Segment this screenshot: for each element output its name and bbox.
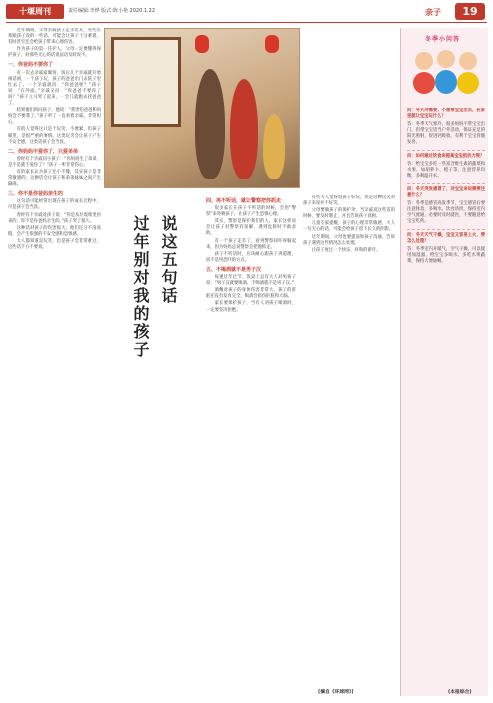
article-column-3 <box>206 195 296 695</box>
paragraph: 很多家长在孩子不听话的时候，会用“警察”来吓唬孩子，让孩子产生恐惧心理。 <box>206 206 296 218</box>
qa-divider <box>407 150 485 151</box>
question: 问：冬天天气干燥，宝宝又容易上火，要怎么处理？ <box>407 232 485 244</box>
paragraph: 其实，警察是保护我们的人，家长这样说会让孩子对警察有误解，遇到危险时不敢求助。 <box>206 219 296 237</box>
article-source: (摘自《环球网》) <box>318 690 354 695</box>
question: 问：如何通过饮食来提高宝宝抵抗力呢？ <box>407 153 485 159</box>
paragraph: 有的人觉得这只是个玩笑，不要紧，但孩子眼里，是很严重的事情。这类玩笑会让孩子产生不安全感，这类话孩子会当真。 <box>8 127 101 145</box>
section-heading: 二、你妈妈不爱你了，只爱弟弟 <box>8 148 79 155</box>
sidebar-source: (本报综合) <box>448 690 472 695</box>
lantern-icon <box>195 35 209 53</box>
article-title <box>108 195 198 695</box>
kids-illustration <box>411 34 479 96</box>
page-number: 19 <box>455 3 485 20</box>
paragraph: 有些大人觉得逗孩子好玩，但是这种玩笑对孩子来说并不好笑。 <box>303 195 395 207</box>
title-line-1: 过年别对我的孩子 <box>131 215 150 359</box>
paragraph: 这种话对孩子的伤害很大，他们还分不清真假，会产生很强的不安全感和恐惧感。 <box>8 225 101 237</box>
masthead: 十堰周刊 <box>6 4 64 19</box>
paragraph: 大人都知道是玩笑，但是孩子会非常难过，这些话千万不要说。 <box>8 238 101 250</box>
paragraph: 孩子不听话时，应该耐心跟孩子讲道理，而不是用恐吓的方式。 <box>206 251 296 263</box>
section-name: 亲子 <box>425 8 441 17</box>
answer: 答：冬季是感冒高发季节，宝宝感冒后要注意休息，多喝水，饮食清淡，保持室内空气流通，必要时及时就医，不要随意给宝宝吃药。 <box>407 201 485 225</box>
article-column-1 <box>8 28 101 696</box>
paragraph: 过年期间，父母也要提前和孩子沟通，告诉孩子遇到这些情况怎么处理。 <box>303 234 395 246</box>
section-heading: 五、不喝酒就不是男子汉 <box>206 266 262 273</box>
paragraph: 有的家长认为孩子还小不懂，其实孩子是非常敏感的，这种话会让孩子和弟弟妹妹之间产生隔阂。 <box>8 169 101 188</box>
answer: 答：给宝宝多吃一些富含维生素的蔬菜和水果，如胡萝卜、橙子等，注意营养均衡，多喝温开水。 <box>407 161 485 179</box>
section-heading: 一、你爸妈不要你了 <box>8 62 54 69</box>
qa-divider <box>407 183 485 184</box>
paragraph: 作为孩子的第一任护人，父母一定要懂得保护孩子，对那些无心的话说法语及时说不。 <box>8 47 101 59</box>
figure-grandparent <box>195 69 225 179</box>
qa-list <box>407 108 485 693</box>
sidebar-title: 冬季小问答 <box>425 36 461 43</box>
answer: 答：冬季天气寒冷，很多妈妈不带宝宝出门，但带宝宝适当户外活动，保证充足的阳光照射，促进钙吸收，有利于宝宝骨骼发育。 <box>407 122 485 146</box>
child-face-icon <box>437 50 455 68</box>
question: 问：冬天突发感冒了，对宝宝来说需要注意什么？ <box>407 186 485 199</box>
family-photo <box>104 28 300 188</box>
paragraph: 让孩子度过一个快乐、祥和的新年。 <box>311 247 381 253</box>
section-heading: 四、再不听话，就让警察把你抓走 <box>206 198 282 204</box>
figure-parent <box>230 79 258 179</box>
header-divider <box>6 22 487 23</box>
title-line-2: 说这五句话 <box>159 215 178 305</box>
paragraph: 有一个孩子走丢了，看到警察却吓得躲起来，因为妈妈总说警察会把他抓走。 <box>206 238 296 250</box>
section-heading: 三、你不是你爸妈亲生的 <box>8 191 64 198</box>
answer: 答：冬季室内开暖气，空气干燥，可以使用加湿器，给宝宝多喝水，多吃水果蔬菜，保持大便通畅。 <box>407 246 485 264</box>
paragraph: 每逢过年过节，饭桌上总有大人对男孩子说：“男子汉就要喝酒，不喝酒就不是男子汉。” <box>206 275 296 287</box>
sidebar-qa <box>400 28 488 696</box>
qa-divider <box>407 229 485 230</box>
paragraph: 有一次去亲戚家做客，饭后几个亲戚就开始闲话闲，一个孩子玩，孩子的爸爸出门去院子里忙去了，一个亲戚就问：“你爸爸呢？”孩子说：“在外面。”亲戚又问：“你爸爸不要你了吗？”孩子立马哭了起来，一会儿就跑去找爸爸了。 <box>8 70 101 107</box>
paragraph: 这句话可能经常出现在孩子的成长过程中，可是孩子会当真。 <box>8 199 101 211</box>
paragraph: 家长要保护孩子，当有人劝孩子喝酒时，一定要坚决拒绝。 <box>206 301 296 313</box>
paragraph: 曾经有个亲戚问小孩子：“你妈妈生了弟弟，是不是就不爱你了？”孩子一听非常伤心。 <box>8 156 101 168</box>
child-face-icon <box>415 52 433 70</box>
paragraph: 结果他们询问孩子，他说：“我害怕爸爸和妈妈会不要我了。”孩子听了一直看着亲戚，非常担心。 <box>8 108 101 126</box>
window-decoration <box>111 37 181 127</box>
paragraph: 儿童专家提醒，孩子的心理非常敏感，大人一句无心的话，可能会给孩子留下长久的阴影。 <box>303 221 395 233</box>
paragraph: 酒精对孩子的身体伤害非常大，孩子的肝脏还没有发育完全，喝酒会损伤肝脏和大脑。 <box>206 288 296 300</box>
paragraph: 曾经有个亲戚对孩子说：“你是从垃圾堆里捡来的，你不是你爸妈亲生的。”孩子哭了很久。 <box>8 212 101 224</box>
article-column-4 <box>303 195 395 695</box>
question: 问：冬天冷需要，不想带宝宝出去，在家里就让宝宝玩什么？ <box>407 108 485 120</box>
lantern-icon <box>265 35 279 53</box>
paragraph: 父母要做孩子的保护伞，当亲戚说这些话的时候，要及时制止，并且告诉孩子真相。 <box>303 208 395 220</box>
child-face-icon <box>459 52 477 70</box>
paragraph: 过年期间，父母亲戚孩子走亲访友，有些长辈跟孩子说的一些话，可能会让孩子十分难堪，有时甚至还会给孩子带来心理伤害。 <box>8 28 101 46</box>
figure-child <box>263 114 285 179</box>
page-header <box>0 0 493 22</box>
child-body-icon <box>413 72 435 94</box>
child-body-icon <box>435 70 457 94</box>
child-body-icon <box>457 72 479 94</box>
editor-credits: 责任编辑:李烨 版式:陈小艳 2020.1.22 <box>68 8 155 14</box>
